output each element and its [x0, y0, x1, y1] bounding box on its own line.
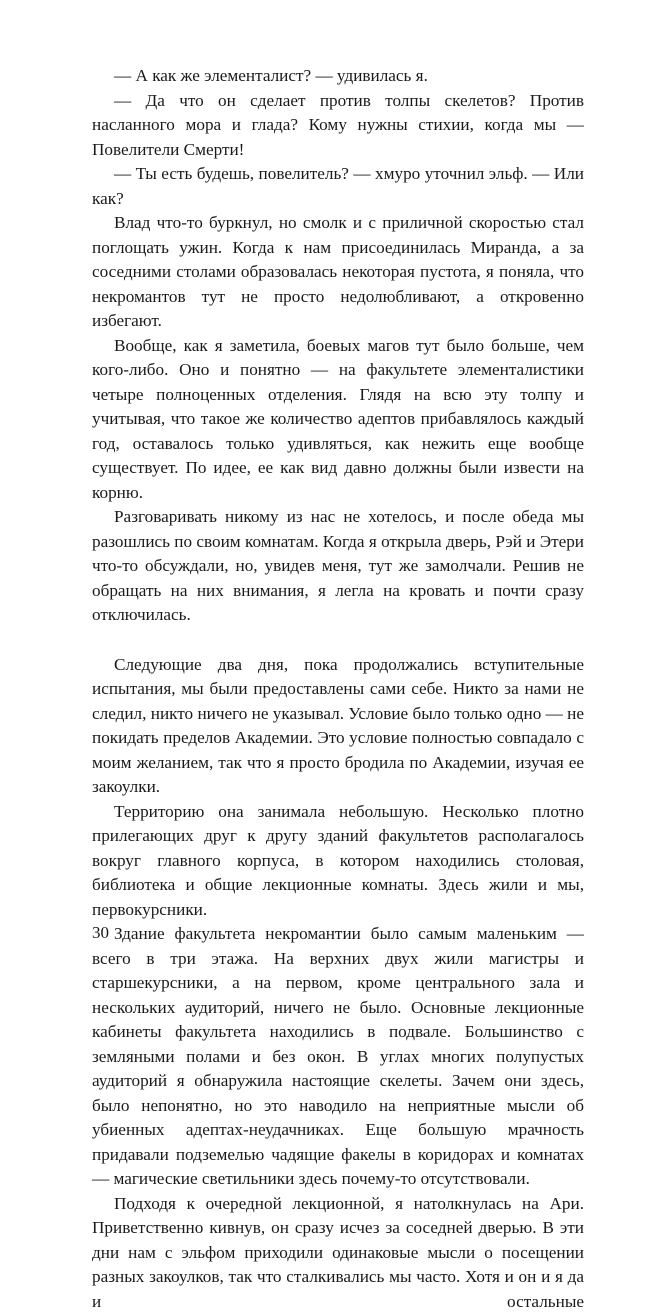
paragraph: Влад что-то буркнул, но смолк и с приличной скоростью стал поглощать ужин. Когда к нам присоединилась Миранда, а за соседними столами образовалась некоторая пустота, я поняла, что некромантов тут не просто недолюбливают, а откровенно избегают.: [92, 211, 584, 334]
paragraph: Территорию она занимала небольшую. Несколько плотно прилегающих друг к другу зданий факультетов располагалось вокруг главного корпуса, в котором находились столовая, библиотека и общие лекционные комнаты. Здесь жили и мы, первокурсники.: [92, 800, 584, 923]
paragraph: Разговаривать никому из нас не хотелось, и после обеда мы разошлись по своим комнатам. Когда я открыла дверь, Рэй и Этери что-то обсуждали, но, увидев меня, тут же замолчали. Решив не обращать на них внимания, я легла на кровать и почти сразу отключилась.: [92, 505, 584, 628]
paragraph: — А как же элементалист? — удивилась я.: [92, 64, 584, 89]
book-page-text: [92, 64, 584, 1314]
paragraph: — Да что он сделает против толпы скелетов? Против насланного мора и глада? Кому нужны стихии, когда мы — Повелители Смерти!: [92, 89, 584, 163]
paragraph: Здание факультета некромантии было самым маленьким — всего в три этажа. На верхних двух жили магистры и старшекурсники, а на первом, кроме центрального зала и нескольких аудиторий, ничего не было. Основные лекционные кабинеты факультета находились в подвале. Большинство с земляными полами и без окон. В углах многих полупустых аудиторий я обнаружила настоящие скелеты. Зачем они здесь, было непонятно, но это наводило на неприятные мысли об убиенных адептах-неудачниках. Еще большую мрачность придавали подземелью чадящие факелы в коридорах и комнатах — магические светильники здесь почему-то отсутствовали.: [92, 922, 584, 1192]
paragraph: Подходя к очередной лекционной, я натолкнулась на Ари. Приветственно кивнув, он сразу исчез за соседней дверью. В эти дни нам с эльфом приходили одинаковые мысли о посещении разных закоулков, так что сталкивались мы часто. Хотя и он и я да и остальные: [92, 1192, 584, 1314]
paragraph: Вообще, как я заметила, боевых магов тут было больше, чем кого-либо. Оно и понятно — на факультете элементалистики четыре полноценных отделения. Глядя на всю эту толпу и учитывая, что такое же количество адептов прибавлялось каждый год, оставалось только удивляться, как нежить еще вообще существует. По идее, ее как вид давно должны были извести на корню.: [92, 334, 584, 506]
section-break: [92, 628, 584, 653]
paragraph: Следующие два дня, пока продолжались вступительные испытания, мы были предоставлены сами себе. Никто за нами не следил, никто ничего не указывал. Условие было только одно — не покидать пределов Академии. Это условие полностью совпадало с моим желанием, так что я просто бродила по Академии, изучая ее закоулки.: [92, 653, 584, 800]
paragraph: — Ты есть будешь, повелитель? — хмуро уточнил эльф. — Или как?: [92, 162, 584, 211]
page-number: 30: [92, 922, 109, 944]
